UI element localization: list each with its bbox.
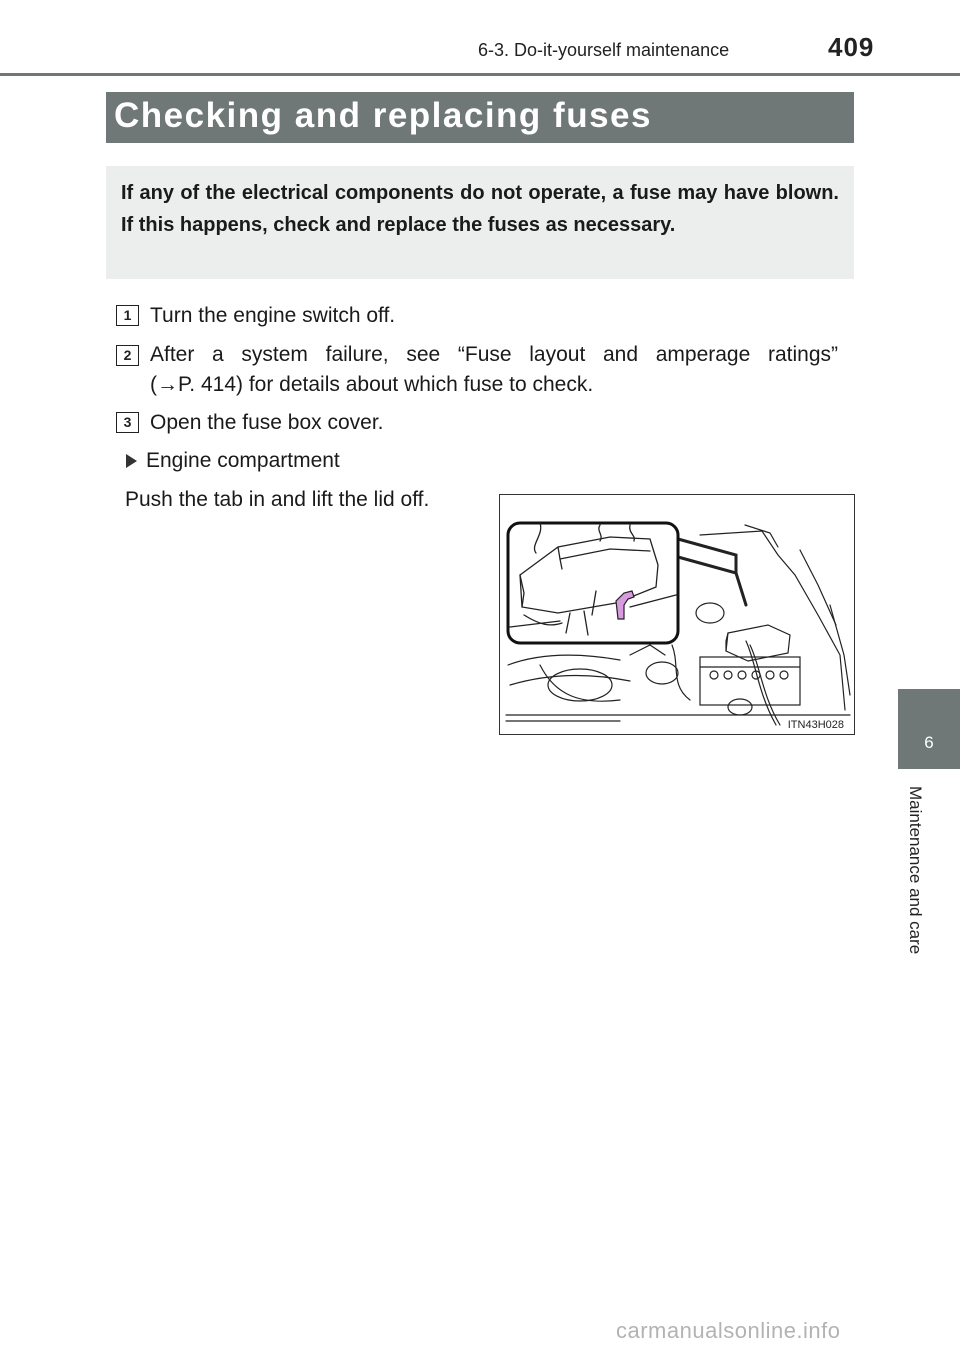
step-text-1: Turn the engine switch off. xyxy=(150,304,396,327)
step-text-2-line2: (→P. 414) for details about which fuse to check. xyxy=(150,373,594,396)
chapter-side-label: Maintenance and care xyxy=(906,786,925,955)
triangle-bullet-icon xyxy=(126,454,137,468)
page-number: 409 xyxy=(828,32,875,62)
step-number-2: 2 xyxy=(116,345,139,366)
chapter-tab xyxy=(898,689,960,769)
step-text-2-line1: After a system failure, see “Fuse layout and amperage ratings” xyxy=(150,343,838,366)
chapter-number: 6 xyxy=(924,733,934,752)
step-number-1: 1 xyxy=(116,305,139,326)
watermark: carmanualsonline.info xyxy=(616,1318,841,1343)
header-divider xyxy=(0,73,960,76)
fuse-box-illustration xyxy=(499,494,855,735)
engine-compartment-drawing xyxy=(500,495,854,734)
section-label: 6-3. Do-it-yourself maintenance xyxy=(478,40,730,60)
sub-item-engine-compartment xyxy=(126,449,340,473)
intro-text: If any of the electrical components do not operate, a fuse may have blown. If this happens, check and replace the fuses as necessary. xyxy=(121,182,839,236)
instruction-text: Push the tab in and lift the lid off. xyxy=(125,488,430,511)
step-number-3: 3 xyxy=(116,412,139,433)
step-text-3: Open the fuse box cover. xyxy=(150,411,384,434)
page-title: Checking and replacing fuses xyxy=(114,96,652,135)
figure-code: ITN43H028 xyxy=(787,719,844,731)
sub-item-label: Engine compartment xyxy=(146,449,340,472)
